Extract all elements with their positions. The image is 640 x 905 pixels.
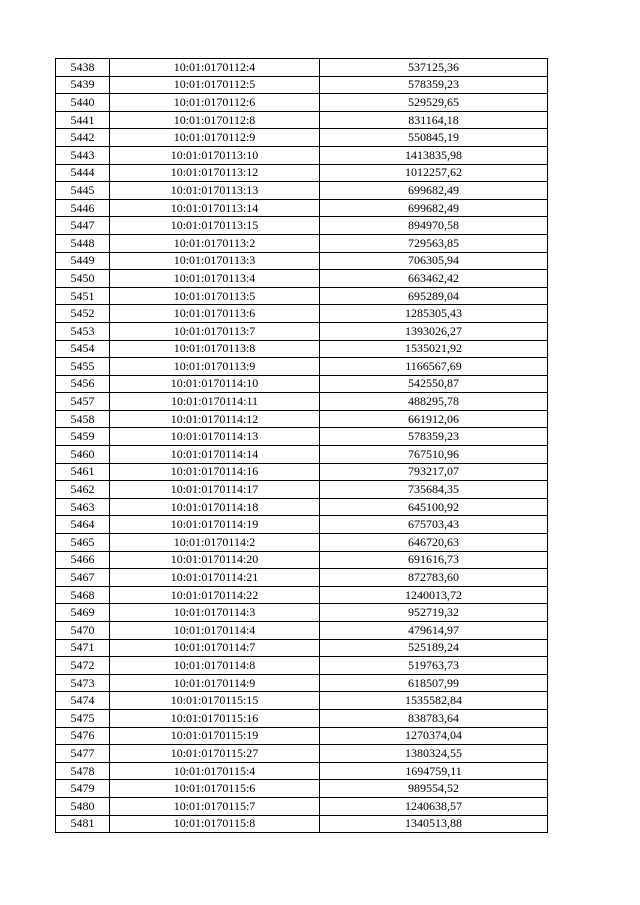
row-number-cell: 5440 (56, 94, 110, 112)
table-row (56, 94, 548, 112)
value-cell: 578359,23 (320, 76, 548, 94)
value-cell: 1012257,62 (320, 164, 548, 182)
value-cell: 695289,04 (320, 287, 548, 305)
value-cell: 479614,97 (320, 622, 548, 640)
cadastral-number-cell: 10:01:0170113:15 (110, 217, 320, 235)
table-row (56, 287, 548, 305)
table-row (56, 393, 548, 411)
row-number-cell: 5462 (56, 481, 110, 499)
cadastral-number-cell: 10:01:0170114:13 (110, 428, 320, 446)
cadastral-number-cell: 10:01:0170113:5 (110, 287, 320, 305)
value-cell: 1270374,04 (320, 727, 548, 745)
cadastral-number-cell: 10:01:0170115:6 (110, 780, 320, 798)
cadastral-number-cell: 10:01:0170114:22 (110, 586, 320, 604)
cadastral-number-cell: 10:01:0170114:3 (110, 604, 320, 622)
value-cell: 1285305,43 (320, 305, 548, 323)
cadastral-number-cell: 10:01:0170114:21 (110, 569, 320, 587)
cadastral-number-cell: 10:01:0170114:14 (110, 446, 320, 464)
cadastral-number-cell: 10:01:0170114:20 (110, 551, 320, 569)
table-row (56, 622, 548, 640)
row-number-cell: 5464 (56, 516, 110, 534)
row-number-cell: 5475 (56, 709, 110, 727)
cadastral-number-cell: 10:01:0170115:8 (110, 815, 320, 833)
cadastral-number-cell: 10:01:0170115:15 (110, 692, 320, 710)
row-number-cell: 5446 (56, 199, 110, 217)
value-cell: 1240638,57 (320, 797, 548, 815)
table-row (56, 129, 548, 147)
cadastral-number-cell: 10:01:0170115:7 (110, 797, 320, 815)
row-number-cell: 5455 (56, 358, 110, 376)
value-cell: 1380324,55 (320, 745, 548, 763)
table-row (56, 815, 548, 833)
table-row (56, 481, 548, 499)
value-cell: 661912,06 (320, 410, 548, 428)
row-number-cell: 5442 (56, 129, 110, 147)
table-row (56, 797, 548, 815)
value-cell: 1535582,84 (320, 692, 548, 710)
value-cell: 767510,96 (320, 446, 548, 464)
table-row (56, 270, 548, 288)
cadastral-number-cell: 10:01:0170114:18 (110, 498, 320, 516)
table-row (56, 182, 548, 200)
table-row (56, 234, 548, 252)
row-number-cell: 5438 (56, 59, 110, 77)
table-row (56, 674, 548, 692)
row-number-cell: 5473 (56, 674, 110, 692)
row-number-cell: 5450 (56, 270, 110, 288)
cadastral-number-cell: 10:01:0170113:4 (110, 270, 320, 288)
cadastral-number-cell: 10:01:0170113:10 (110, 146, 320, 164)
row-number-cell: 5452 (56, 305, 110, 323)
row-number-cell: 5471 (56, 639, 110, 657)
row-number-cell: 5457 (56, 393, 110, 411)
value-cell: 542550,87 (320, 375, 548, 393)
row-number-cell: 5451 (56, 287, 110, 305)
table-row (56, 498, 548, 516)
row-number-cell: 5474 (56, 692, 110, 710)
value-cell: 1166567,69 (320, 358, 548, 376)
cadastral-number-cell: 10:01:0170114:19 (110, 516, 320, 534)
table-row (56, 534, 548, 552)
table-row (56, 375, 548, 393)
cadastral-number-cell: 10:01:0170115:16 (110, 709, 320, 727)
row-number-cell: 5458 (56, 410, 110, 428)
value-cell: 646720,63 (320, 534, 548, 552)
value-cell: 793217,07 (320, 463, 548, 481)
value-cell: 618507,99 (320, 674, 548, 692)
value-cell: 525189,24 (320, 639, 548, 657)
cadastral-number-cell: 10:01:0170114:4 (110, 622, 320, 640)
cadastral-number-cell: 10:01:0170113:6 (110, 305, 320, 323)
row-number-cell: 5459 (56, 428, 110, 446)
table-row (56, 639, 548, 657)
cadastral-number-cell: 10:01:0170113:3 (110, 252, 320, 270)
row-number-cell: 5453 (56, 322, 110, 340)
row-number-cell: 5469 (56, 604, 110, 622)
table-row (56, 709, 548, 727)
cadastral-number-cell: 10:01:0170114:8 (110, 657, 320, 675)
cadastral-number-cell: 10:01:0170113:9 (110, 358, 320, 376)
cadastral-number-cell: 10:01:0170115:19 (110, 727, 320, 745)
row-number-cell: 5476 (56, 727, 110, 745)
cadastral-number-cell: 10:01:0170113:2 (110, 234, 320, 252)
cadastral-number-cell: 10:01:0170113:13 (110, 182, 320, 200)
table-row (56, 410, 548, 428)
table-row (56, 340, 548, 358)
cadastral-number-cell: 10:01:0170113:8 (110, 340, 320, 358)
table-row (56, 199, 548, 217)
table-row (56, 516, 548, 534)
table-row (56, 76, 548, 94)
cadastral-number-cell: 10:01:0170114:11 (110, 393, 320, 411)
value-cell: 699682,49 (320, 199, 548, 217)
cadastral-number-cell: 10:01:0170113:12 (110, 164, 320, 182)
row-number-cell: 5448 (56, 234, 110, 252)
value-cell: 831164,18 (320, 111, 548, 129)
cadastral-number-cell: 10:01:0170114:7 (110, 639, 320, 657)
value-cell: 1535021,92 (320, 340, 548, 358)
value-cell: 699682,49 (320, 182, 548, 200)
value-cell: 1340513,88 (320, 815, 548, 833)
table-row (56, 745, 548, 763)
value-cell: 729563,85 (320, 234, 548, 252)
table-row (56, 322, 548, 340)
table-row (56, 428, 548, 446)
table-row (56, 59, 548, 77)
table-row (56, 586, 548, 604)
row-number-cell: 5480 (56, 797, 110, 815)
table-row (56, 780, 548, 798)
table-row (56, 446, 548, 464)
value-cell: 989554,52 (320, 780, 548, 798)
value-cell: 872783,60 (320, 569, 548, 587)
table-row (56, 727, 548, 745)
row-number-cell: 5468 (56, 586, 110, 604)
value-cell: 645100,92 (320, 498, 548, 516)
cadastral-number-cell: 10:01:0170114:17 (110, 481, 320, 499)
table-row (56, 569, 548, 587)
row-number-cell: 5447 (56, 217, 110, 235)
cadastral-number-cell: 10:01:0170114:10 (110, 375, 320, 393)
row-number-cell: 5465 (56, 534, 110, 552)
cadastral-number-cell: 10:01:0170112:8 (110, 111, 320, 129)
value-cell: 663462,42 (320, 270, 548, 288)
cadastral-number-cell: 10:01:0170114:16 (110, 463, 320, 481)
cadastral-number-cell: 10:01:0170114:2 (110, 534, 320, 552)
row-number-cell: 5461 (56, 463, 110, 481)
row-number-cell: 5472 (56, 657, 110, 675)
cadastral-number-cell: 10:01:0170112:4 (110, 59, 320, 77)
row-number-cell: 5479 (56, 780, 110, 798)
table-row (56, 252, 548, 270)
row-number-cell: 5467 (56, 569, 110, 587)
row-number-cell: 5481 (56, 815, 110, 833)
table-row (56, 217, 548, 235)
table-row (56, 692, 548, 710)
row-number-cell: 5463 (56, 498, 110, 516)
row-number-cell: 5470 (56, 622, 110, 640)
cadastral-value-table (55, 58, 548, 833)
value-cell: 1393026,27 (320, 322, 548, 340)
row-number-cell: 5445 (56, 182, 110, 200)
cadastral-number-cell: 10:01:0170112:9 (110, 129, 320, 147)
row-number-cell: 5456 (56, 375, 110, 393)
table-row (56, 146, 548, 164)
value-cell: 488295,78 (320, 393, 548, 411)
cadastral-number-cell: 10:01:0170112:5 (110, 76, 320, 94)
row-number-cell: 5454 (56, 340, 110, 358)
cadastral-number-cell: 10:01:0170113:14 (110, 199, 320, 217)
row-number-cell: 5449 (56, 252, 110, 270)
value-cell: 1240013,72 (320, 586, 548, 604)
value-cell: 1694759,11 (320, 762, 548, 780)
value-cell: 706305,94 (320, 252, 548, 270)
value-cell: 519763,73 (320, 657, 548, 675)
table-row (56, 551, 548, 569)
row-number-cell: 5478 (56, 762, 110, 780)
table-row (56, 111, 548, 129)
row-number-cell: 5477 (56, 745, 110, 763)
row-number-cell: 5443 (56, 146, 110, 164)
table-row (56, 604, 548, 622)
row-number-cell: 5439 (56, 76, 110, 94)
value-cell: 735684,35 (320, 481, 548, 499)
table-row (56, 657, 548, 675)
value-cell: 952719,32 (320, 604, 548, 622)
value-cell: 550845,19 (320, 129, 548, 147)
cadastral-number-cell: 10:01:0170115:27 (110, 745, 320, 763)
table-row (56, 305, 548, 323)
value-cell: 675703,43 (320, 516, 548, 534)
row-number-cell: 5466 (56, 551, 110, 569)
row-number-cell: 5441 (56, 111, 110, 129)
value-cell: 578359,23 (320, 428, 548, 446)
value-cell: 691616,73 (320, 551, 548, 569)
cadastral-number-cell: 10:01:0170114:9 (110, 674, 320, 692)
table-row (56, 463, 548, 481)
cadastral-number-cell: 10:01:0170112:6 (110, 94, 320, 112)
cadastral-number-cell: 10:01:0170115:4 (110, 762, 320, 780)
table-body (56, 59, 548, 833)
table-row (56, 358, 548, 376)
row-number-cell: 5460 (56, 446, 110, 464)
cadastral-number-cell: 10:01:0170113:7 (110, 322, 320, 340)
value-cell: 838783,64 (320, 709, 548, 727)
cadastral-number-cell: 10:01:0170114:12 (110, 410, 320, 428)
value-cell: 529529,65 (320, 94, 548, 112)
table-row (56, 164, 548, 182)
value-cell: 894970,58 (320, 217, 548, 235)
value-cell: 537125,36 (320, 59, 548, 77)
row-number-cell: 5444 (56, 164, 110, 182)
value-cell: 1413835,98 (320, 146, 548, 164)
table-row (56, 762, 548, 780)
